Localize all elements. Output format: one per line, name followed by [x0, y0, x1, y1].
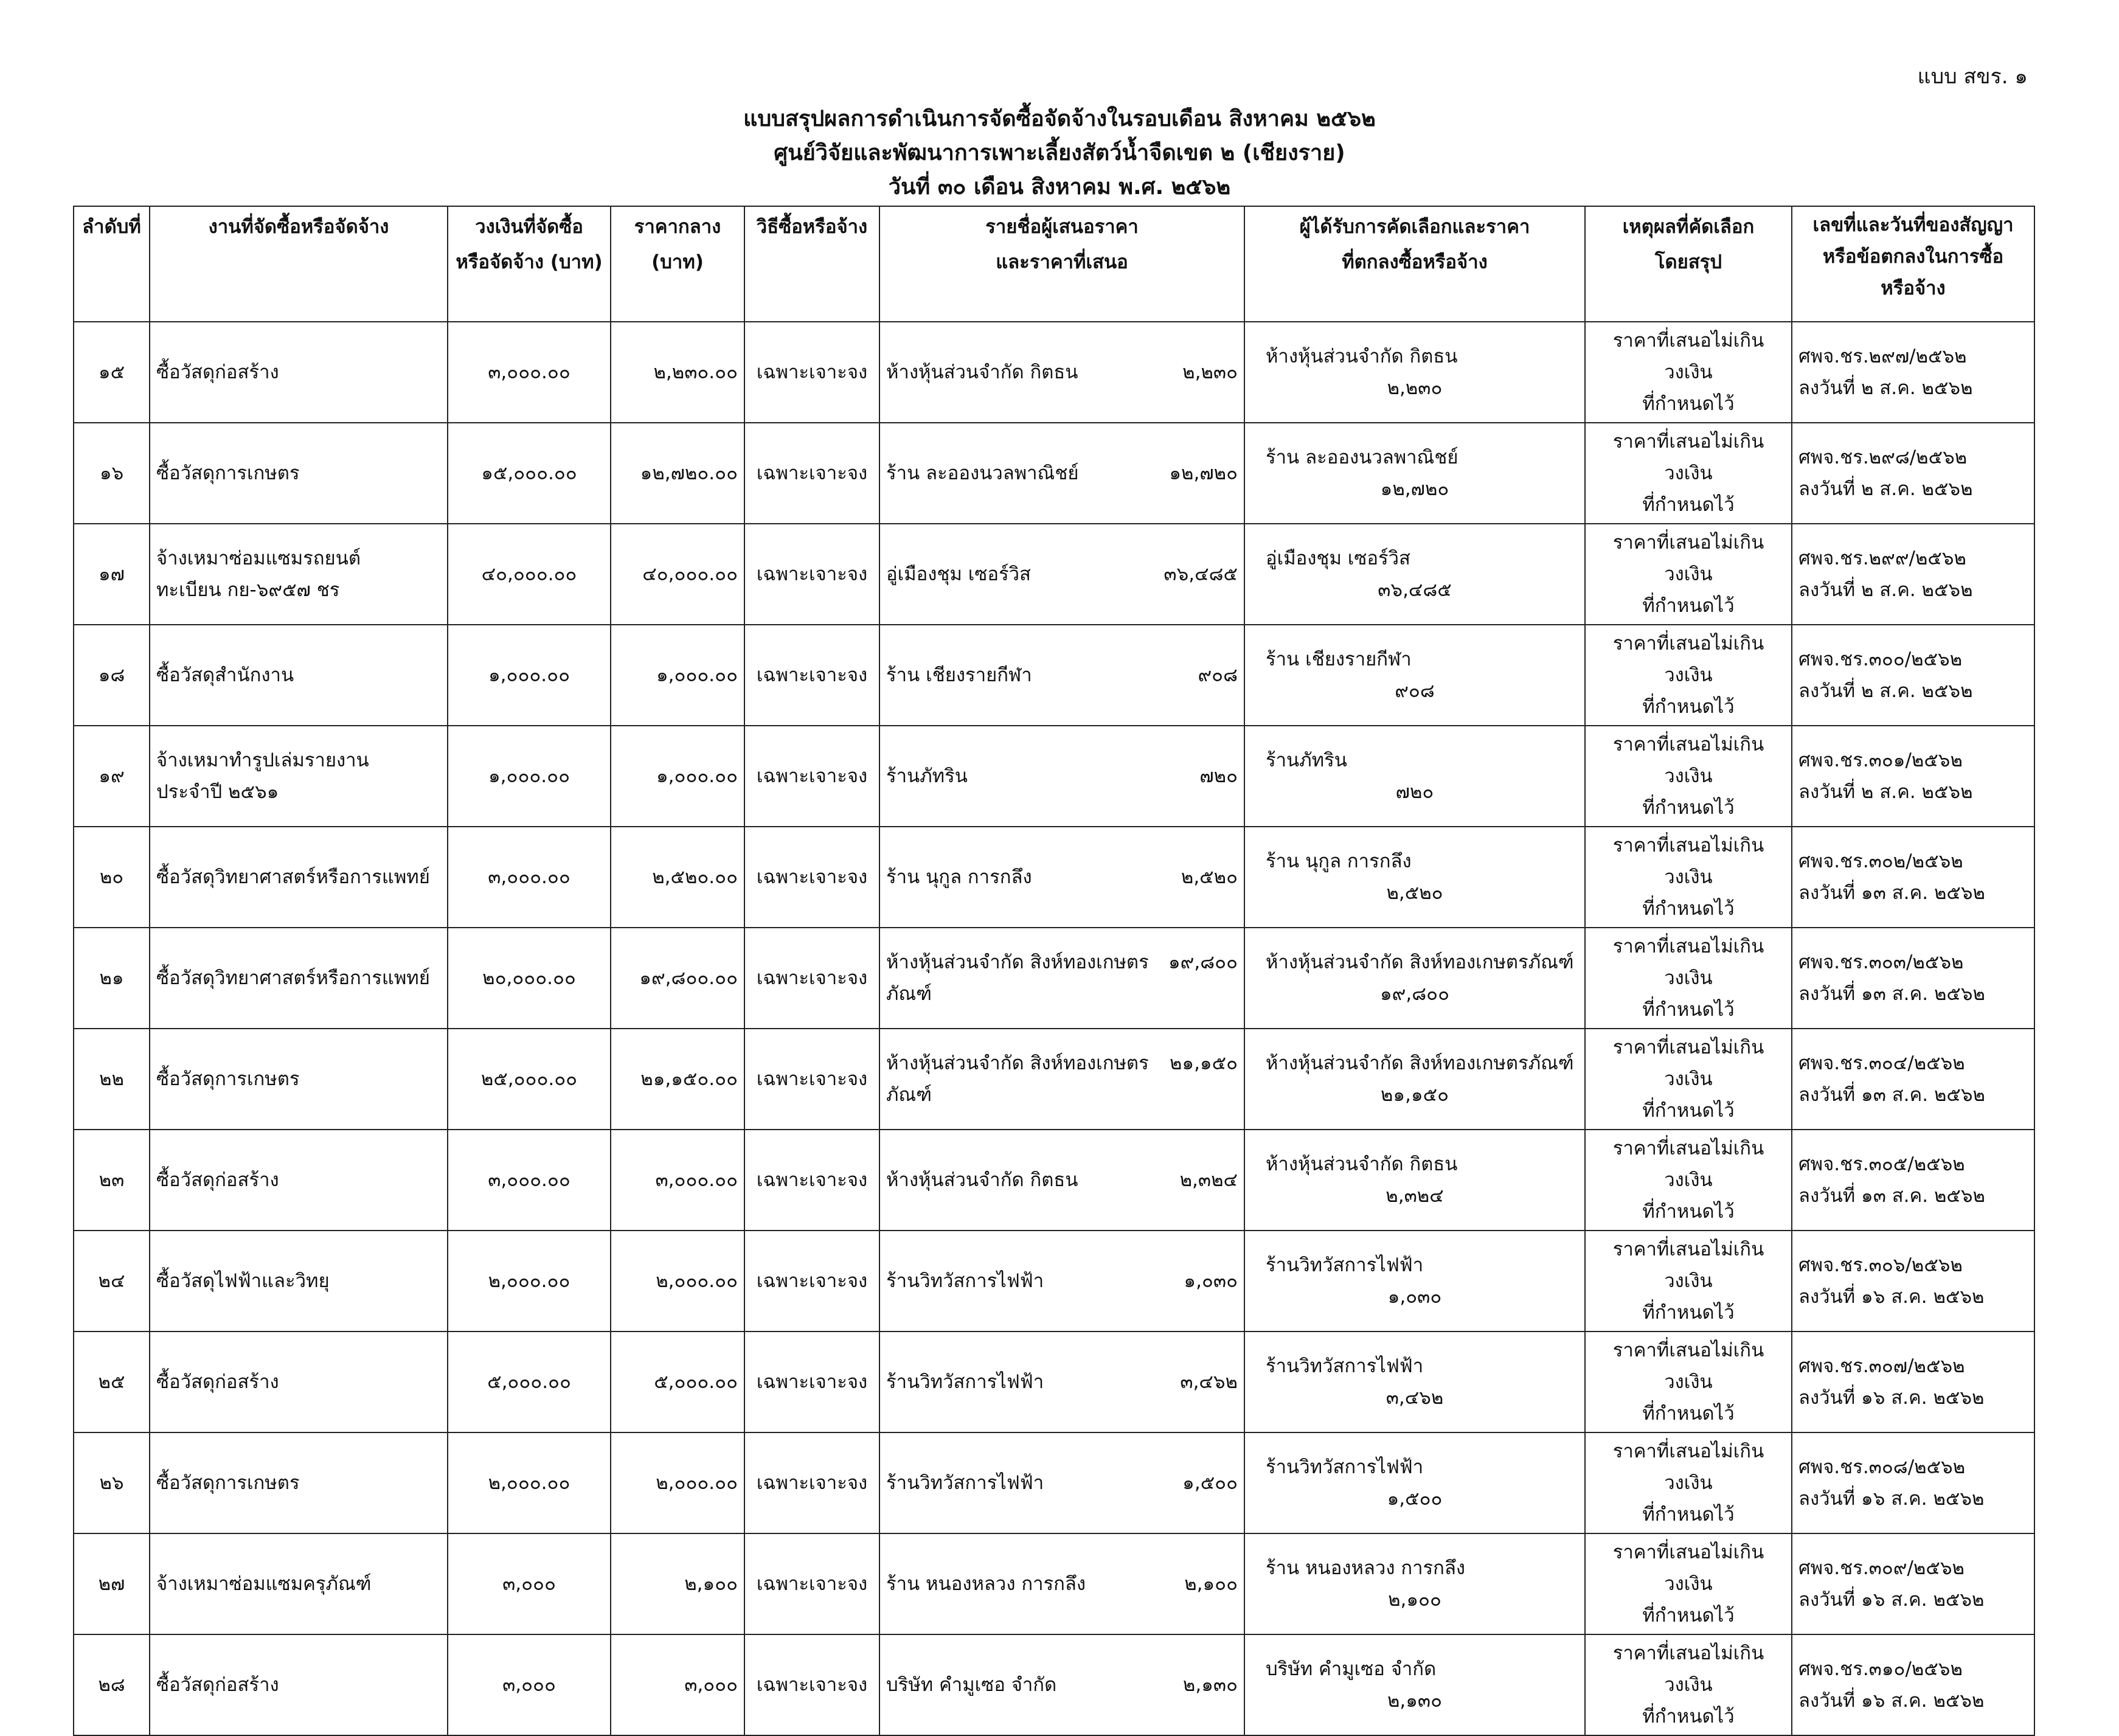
bidder-cell	[879, 726, 1244, 827]
item-description: ซื้อวัสดุการเกษตร	[156, 1068, 300, 1090]
budget-amount: ๔๐,๐๐๐.๐๐	[448, 524, 611, 625]
median-price: ๓,๐๐๐	[611, 1634, 744, 1735]
winner-price: ๙๐๘	[1395, 680, 1435, 702]
reason-line2: ที่กำหนดไว้	[1642, 999, 1735, 1021]
reason-line2: ที่กำหนดไว้	[1642, 393, 1735, 415]
bidder-name: ห้างหุ้นส่วนจำกัด สิงห์ทองเกษตรภัณฑ์	[886, 1052, 1149, 1106]
procurement-method: เฉพาะเจาะจง	[744, 1432, 879, 1533]
contract-date: ลงวันที่ ๒ ส.ค. ๒๕๖๒	[1798, 377, 1973, 399]
contract-date: ลงวันที่ ๑๖ ส.ค. ๒๕๖๒	[1798, 1286, 1985, 1308]
median-price: ๕,๐๐๐.๐๐	[611, 1332, 744, 1432]
contract-date: ลงวันที่ ๒ ส.ค. ๒๕๖๒	[1798, 680, 1973, 702]
table-row	[74, 1533, 2034, 1634]
reason-cell	[1585, 1533, 1792, 1634]
winner-name: ห้างหุ้นส่วนจำกัด สิงห์ทองเกษตรภัณฑ์	[1266, 951, 1574, 973]
reason-line2: ที่กำหนดไว้	[1642, 1201, 1735, 1223]
table-row	[74, 1332, 2034, 1432]
reason-cell	[1585, 625, 1792, 726]
table-row	[74, 1634, 2034, 1735]
row-number: ๑๙	[74, 726, 150, 827]
row-number: ๒๕	[74, 1332, 150, 1432]
winner-name: ร้านวิทวัสการไฟฟ้า	[1266, 1456, 1424, 1478]
reason-line1: ราคาที่เสนอไม่เกินวงเงิน	[1612, 532, 1764, 585]
winner-name: ร้าน เชียงรายกีฬา	[1266, 648, 1412, 670]
item-cell	[150, 1533, 448, 1634]
item-cell	[150, 1130, 448, 1231]
item-description: ซื้อวัสดุการเกษตร	[156, 1472, 300, 1494]
budget-amount: ๓,๐๐๐.๐๐	[448, 827, 611, 928]
bidder-cell	[879, 1332, 1244, 1432]
item-description: ซื้อวัสดุก่อสร้าง	[156, 1169, 279, 1191]
reason-line2: ที่กำหนดไว้	[1642, 1403, 1735, 1425]
budget-amount: ๕,๐๐๐.๐๐	[448, 1332, 611, 1432]
reason-line2: ที่กำหนดไว้	[1642, 696, 1735, 718]
row-number: ๑๗	[74, 524, 150, 625]
reason-line1: ราคาที่เสนอไม่เกินวงเงิน	[1612, 1541, 1764, 1595]
table-row	[74, 524, 2034, 625]
header-no: ลำดับที่	[74, 206, 150, 322]
item-cell	[150, 726, 448, 827]
bid-amount: ๗๒๐	[1199, 765, 1238, 787]
budget-amount: ๑,๐๐๐.๐๐	[448, 625, 611, 726]
winner-price: ๒,๒๓๐	[1387, 377, 1443, 399]
table-row	[74, 1029, 2034, 1130]
procurement-method: เฉพาะเจาะจง	[744, 1634, 879, 1735]
bidder-cell	[879, 1634, 1244, 1735]
row-number: ๒๑	[74, 928, 150, 1029]
header-bidders: รายชื่อผู้เสนอราคา และราคาที่เสนอ	[879, 206, 1244, 322]
bidder-name: ร้านวิทวัสการไฟฟ้า	[886, 1371, 1044, 1393]
contract-date: ลงวันที่ ๑๓ ส.ค. ๒๕๖๒	[1798, 882, 1985, 904]
winner-price: ๑๒,๗๒๐	[1380, 478, 1449, 500]
reason-line2: ที่กำหนดไว้	[1642, 595, 1735, 617]
contract-cell	[1792, 1533, 2034, 1634]
table-body	[74, 322, 2034, 1735]
reason-cell	[1585, 1432, 1792, 1533]
winner-price: ๒,๑๓๐	[1387, 1690, 1443, 1712]
median-price: ๔๐,๐๐๐.๐๐	[611, 524, 744, 625]
reason-cell	[1585, 524, 1792, 625]
median-price: ๒,๒๓๐.๐๐	[611, 322, 744, 423]
row-number: ๒๓	[74, 1130, 150, 1231]
row-number: ๒๗	[74, 1533, 150, 1634]
winner-name: ห้างหุ้นส่วนจำกัด กิตธน	[1266, 345, 1458, 367]
table-header-row	[74, 206, 2034, 322]
contract-date: ลงวันที่ ๑๖ ส.ค. ๒๕๖๒	[1798, 1387, 1985, 1409]
row-number: ๒๔	[74, 1231, 150, 1332]
reason-cell	[1585, 1634, 1792, 1735]
bidder-cell	[879, 928, 1244, 1029]
winner-cell	[1244, 1130, 1585, 1231]
reason-line2: ที่กำหนดไว้	[1642, 797, 1735, 819]
bid-amount: ๙๐๘	[1198, 664, 1238, 686]
row-number: ๒๒	[74, 1029, 150, 1130]
row-number: ๑๕	[74, 322, 150, 423]
winner-price: ๑๙,๘๐๐	[1380, 983, 1449, 1005]
item-description-line2: ทะเบียน กย-๖๙๕๗ ชร	[156, 579, 340, 601]
table-row	[74, 726, 2034, 827]
header-contract: เลขที่และวันที่ของสัญญา หรือข้อตกลงในการซื้อ หรือจ้าง	[1792, 206, 2034, 322]
reason-line2: ที่กำหนดไว้	[1642, 1100, 1735, 1122]
reason-cell	[1585, 928, 1792, 1029]
contract-date: ลงวันที่ ๑๓ ส.ค. ๒๕๖๒	[1798, 1185, 1985, 1207]
reason-line1: ราคาที่เสนอไม่เกินวงเงิน	[1612, 1339, 1764, 1393]
contract-date: ลงวันที่ ๑๖ ส.ค. ๒๕๖๒	[1798, 1589, 1985, 1611]
reason-cell	[1585, 423, 1792, 524]
winner-cell	[1244, 625, 1585, 726]
winner-price: ๓๖,๔๘๕	[1378, 579, 1452, 601]
bidder-cell	[879, 524, 1244, 625]
bidder-cell	[879, 1231, 1244, 1332]
contract-number: ศพจ.ชร.๓๐๙/๒๕๖๒	[1798, 1557, 1965, 1579]
header-item: งานที่จัดซื้อหรือจัดจ้าง	[150, 206, 448, 322]
winner-price: ๒,๕๒๐	[1386, 882, 1443, 904]
bidder-name: ร้าน เชียงรายกีฬา	[886, 664, 1032, 686]
contract-cell	[1792, 524, 2034, 625]
bid-amount: ๒,๑๓๐	[1182, 1674, 1238, 1696]
procurement-method: เฉพาะเจาะจง	[744, 726, 879, 827]
header-median-price: ราคากลาง (บาท)	[611, 206, 744, 322]
budget-amount: ๓,๐๐๐	[448, 1533, 611, 1634]
header-budget: วงเงินที่จัดซื้อ หรือจัดจ้าง (บาท)	[448, 206, 611, 322]
winner-price: ๗๒๐	[1395, 781, 1434, 803]
budget-amount: ๑,๐๐๐.๐๐	[448, 726, 611, 827]
contract-date: ลงวันที่ ๑๓ ส.ค. ๒๕๖๒	[1798, 1084, 1985, 1106]
reason-line2: ที่กำหนดไว้	[1642, 494, 1735, 516]
item-cell	[150, 1432, 448, 1533]
contract-cell	[1792, 1634, 2034, 1735]
winner-name: ห้างหุ้นส่วนจำกัด สิงห์ทองเกษตรภัณฑ์	[1266, 1052, 1574, 1074]
winner-name: ร้าน ละอองนวลพาณิชย์	[1266, 446, 1458, 468]
contract-number: ศพจ.ชร.๓๐๓/๒๕๖๒	[1798, 951, 1964, 973]
table-row	[74, 625, 2034, 726]
document-title-block	[0, 102, 2119, 204]
header-reason: เหตุผลที่คัดเลือก โดยสรุป	[1585, 206, 1792, 322]
procurement-method: เฉพาะเจาะจง	[744, 827, 879, 928]
reason-cell	[1585, 1332, 1792, 1432]
item-cell	[150, 423, 448, 524]
procurement-method: เฉพาะเจาะจง	[744, 1332, 879, 1432]
table-row	[74, 928, 2034, 1029]
reason-line1: ราคาที่เสนอไม่เกินวงเงิน	[1612, 835, 1764, 888]
median-price: ๒,๐๐๐.๐๐	[611, 1231, 744, 1332]
bid-amount: ๑,๕๐๐	[1182, 1472, 1238, 1494]
bidder-cell	[879, 1432, 1244, 1533]
winner-name: ร้าน นุกูล การกลึง	[1266, 850, 1412, 872]
item-cell	[150, 1332, 448, 1432]
agency-name: ศูนย์วิจัยและพัฒนาการเพาะเลี้ยงสัตว์น้ำจืดเขต ๒ (เชียงราย)	[774, 141, 1345, 165]
winner-name: บริษัท คำมูเซอ จำกัด	[1266, 1658, 1437, 1680]
bidder-cell	[879, 1533, 1244, 1634]
procurement-method: เฉพาะเจาะจง	[744, 1130, 879, 1231]
reason-cell	[1585, 322, 1792, 423]
item-description: ซื้อวัสดุวิทยาศาสตร์หรือการแพทย์	[156, 866, 430, 888]
contract-cell	[1792, 625, 2034, 726]
winner-price: ๒๑,๑๕๐	[1380, 1084, 1449, 1106]
bidder-cell	[879, 827, 1244, 928]
contract-date: ลงวันที่ ๑๖ ส.ค. ๒๕๖๒	[1798, 1488, 1985, 1510]
winner-price: ๒,๑๐๐	[1388, 1589, 1441, 1611]
reason-line2: ที่กำหนดไว้	[1642, 898, 1735, 920]
form-code: แบบ สขร. ๑	[1917, 64, 2028, 89]
procurement-method: เฉพาะเจาะจง	[744, 423, 879, 524]
contract-cell	[1792, 423, 2034, 524]
bidder-name: ร้านวิทวัสการไฟฟ้า	[886, 1270, 1044, 1292]
item-description: จ้างเหมาซ่อมแซมรถยนต์	[156, 547, 361, 569]
item-cell	[150, 1231, 448, 1332]
bidder-cell	[879, 625, 1244, 726]
median-price: ๓,๐๐๐.๐๐	[611, 1130, 744, 1231]
contract-cell	[1792, 1231, 2034, 1332]
bid-amount: ๒,๕๒๐	[1181, 866, 1238, 888]
bidder-name: ห้างหุ้นส่วนจำกัด สิงห์ทองเกษตรภัณฑ์	[886, 951, 1149, 1005]
reason-line1: ราคาที่เสนอไม่เกินวงเงิน	[1612, 1440, 1764, 1494]
contract-cell	[1792, 1029, 2034, 1130]
budget-amount: ๒๐,๐๐๐.๐๐	[448, 928, 611, 1029]
procurement-method: เฉพาะเจาะจง	[744, 625, 879, 726]
header-method: วิธีซื้อหรือจ้าง	[744, 206, 879, 322]
winner-cell	[1244, 1231, 1585, 1332]
procurement-method: เฉพาะเจาะจง	[744, 1231, 879, 1332]
bidder-name: ร้าน ละอองนวลพาณิชย์	[886, 462, 1079, 484]
bid-amount: ๒,๒๓๐	[1182, 361, 1238, 383]
winner-name: ร้านภัทริน	[1266, 749, 1347, 771]
bid-amount: ๑๙,๘๐๐	[1168, 951, 1238, 973]
bid-amount: ๓๖,๔๘๕	[1164, 563, 1238, 585]
reason-cell	[1585, 1130, 1792, 1231]
contract-number: ศพจ.ชร.๓๐๐/๒๕๖๒	[1798, 648, 1963, 670]
item-cell	[150, 1634, 448, 1735]
median-price: ๑,๐๐๐.๐๐	[611, 726, 744, 827]
reason-line2: ที่กำหนดไว้	[1642, 1706, 1735, 1727]
table-row	[74, 1130, 2034, 1231]
winner-cell	[1244, 1533, 1585, 1634]
winner-cell	[1244, 423, 1585, 524]
table-row	[74, 1231, 2034, 1332]
winner-name: ห้างหุ้นส่วนจำกัด กิตธน	[1266, 1153, 1458, 1175]
reason-line1: ราคาที่เสนอไม่เกินวงเงิน	[1612, 936, 1764, 989]
winner-name: ร้าน หนองหลวง การกลึง	[1266, 1557, 1466, 1579]
item-description: จ้างเหมาทำรูปเล่มรายงาน	[156, 749, 369, 771]
item-cell	[150, 322, 448, 423]
contract-number: ศพจ.ชร.๒๙๙/๒๕๖๒	[1798, 547, 1966, 569]
contract-date: ลงวันที่ ๑๖ ส.ค. ๒๕๖๒	[1798, 1690, 1985, 1712]
procurement-method: เฉพาะเจาะจง	[744, 1029, 879, 1130]
row-number: ๑๖	[74, 423, 150, 524]
winner-cell	[1244, 928, 1585, 1029]
item-description: ซื้อวัสดุก่อสร้าง	[156, 1371, 279, 1393]
bid-amount: ๒๑,๑๕๐	[1169, 1052, 1238, 1074]
contract-cell	[1792, 1432, 2034, 1533]
winner-price: ๓,๔๖๒	[1386, 1387, 1444, 1409]
reason-cell	[1585, 1029, 1792, 1130]
reason-cell	[1585, 1231, 1792, 1332]
budget-amount: ๒๕,๐๐๐.๐๐	[448, 1029, 611, 1130]
row-number: ๒๖	[74, 1432, 150, 1533]
document-title: แบบสรุปผลการดำเนินการจัดซื้อจัดจ้างในรอบเดือน สิงหาคม ๒๕๖๒	[743, 106, 1376, 131]
item-description: ซื้อวัสดุก่อสร้าง	[156, 1674, 279, 1696]
bidder-cell	[879, 322, 1244, 423]
row-number: ๒๐	[74, 827, 150, 928]
item-cell	[150, 524, 448, 625]
winner-cell	[1244, 524, 1585, 625]
contract-cell	[1792, 1332, 2034, 1432]
median-price: ๒,๑๐๐	[611, 1533, 744, 1634]
bidder-name: ร้านวิทวัสการไฟฟ้า	[886, 1472, 1044, 1494]
contract-cell	[1792, 928, 2034, 1029]
budget-amount: ๒,๐๐๐.๐๐	[448, 1432, 611, 1533]
winner-price: ๒,๓๒๔	[1386, 1185, 1444, 1207]
item-cell	[150, 928, 448, 1029]
contract-cell	[1792, 827, 2034, 928]
median-price: ๑๙,๘๐๐.๐๐	[611, 928, 744, 1029]
winner-name: ร้านวิทวัสการไฟฟ้า	[1266, 1254, 1424, 1276]
winner-cell	[1244, 1432, 1585, 1533]
table-row	[74, 322, 2034, 423]
median-price: ๒๑,๑๕๐.๐๐	[611, 1029, 744, 1130]
median-price: ๒,๐๐๐.๐๐	[611, 1432, 744, 1533]
winner-name: อู่เมืองชุม เซอร์วิส	[1266, 547, 1410, 569]
item-cell	[150, 827, 448, 928]
budget-amount: ๒,๐๐๐.๐๐	[448, 1231, 611, 1332]
contract-date: ลงวันที่ ๒ ส.ค. ๒๕๖๒	[1798, 579, 1973, 601]
winner-cell	[1244, 1332, 1585, 1432]
row-number: ๑๘	[74, 625, 150, 726]
bidder-name: ร้าน หนองหลวง การกลึง	[886, 1573, 1086, 1595]
bid-amount: ๒,๑๐๐	[1184, 1573, 1238, 1595]
item-description: ซื้อวัสดุก่อสร้าง	[156, 361, 279, 383]
contract-number: ศพจ.ชร.๓๐๕/๒๕๖๒	[1798, 1153, 1965, 1175]
contract-date: ลงวันที่ ๑๓ ส.ค. ๒๕๖๒	[1798, 983, 1985, 1005]
median-price: ๑๒,๗๒๐.๐๐	[611, 423, 744, 524]
item-description: ซื้อวัสดุการเกษตร	[156, 462, 300, 484]
item-cell	[150, 625, 448, 726]
bid-amount: ๑๒,๗๒๐	[1169, 462, 1238, 484]
bid-amount: ๓,๔๖๒	[1180, 1371, 1238, 1393]
item-description: จ้างเหมาซ่อมแซมครุภัณฑ์	[156, 1573, 372, 1595]
contract-number: ศพจ.ชร.๓๐๗/๒๕๖๒	[1798, 1355, 1965, 1377]
reason-line1: ราคาที่เสนอไม่เกินวงเงิน	[1612, 1137, 1764, 1191]
budget-amount: ๓,๐๐๐	[448, 1634, 611, 1735]
budget-amount: ๓,๐๐๐.๐๐	[448, 1130, 611, 1231]
winner-cell	[1244, 1029, 1585, 1130]
median-price: ๑,๐๐๐.๐๐	[611, 625, 744, 726]
budget-amount: ๓,๐๐๐.๐๐	[448, 322, 611, 423]
table-row	[74, 1432, 2034, 1533]
procurement-method: เฉพาะเจาะจง	[744, 524, 879, 625]
item-description: ซื้อวัสดุไฟฟ้าและวิทยุ	[156, 1270, 330, 1292]
winner-name: ร้านวิทวัสการไฟฟ้า	[1266, 1355, 1424, 1377]
item-cell	[150, 1029, 448, 1130]
contract-cell	[1792, 322, 2034, 423]
procurement-method: เฉพาะเจาะจง	[744, 322, 879, 423]
reason-line1: ราคาที่เสนอไม่เกินวงเงิน	[1612, 431, 1764, 484]
bidder-name: ร้าน นุกูล การกลึง	[886, 866, 1032, 888]
reason-line1: ราคาที่เสนอไม่เกินวงเงิน	[1612, 1642, 1764, 1696]
procurement-method: เฉพาะเจาะจง	[744, 1533, 879, 1634]
row-number: ๒๘	[74, 1634, 150, 1735]
median-price: ๒,๕๒๐.๐๐	[611, 827, 744, 928]
item-description-line2: ประจำปี ๒๕๖๑	[156, 781, 279, 803]
reason-cell	[1585, 827, 1792, 928]
contract-number: ศพจ.ชร.๓๐๔/๒๕๖๒	[1798, 1052, 1965, 1074]
bid-amount: ๑,๐๓๐	[1184, 1270, 1238, 1292]
item-description: ซื้อวัสดุสำนักงาน	[156, 664, 294, 686]
winner-cell	[1244, 726, 1585, 827]
bidder-name: ห้างหุ้นส่วนจำกัด กิตธน	[886, 1169, 1078, 1191]
contract-date: ลงวันที่ ๒ ส.ค. ๒๕๖๒	[1798, 781, 1973, 803]
contract-number: ศพจ.ชร.๓๐๘/๒๕๖๒	[1798, 1456, 1966, 1478]
contract-number: ศพจ.ชร.๒๙๘/๒๕๖๒	[1798, 446, 1968, 468]
reason-line1: ราคาที่เสนอไม่เกินวงเงิน	[1612, 633, 1764, 686]
reason-cell	[1585, 726, 1792, 827]
winner-price: ๑,๐๓๐	[1387, 1286, 1442, 1308]
bidder-cell	[879, 1029, 1244, 1130]
bidder-name: ห้างหุ้นส่วนจำกัด กิตธน	[886, 361, 1078, 383]
document-date: วันที่ ๓๐ เดือน สิงหาคม พ.ศ. ๒๕๖๒	[888, 175, 1231, 200]
contract-date: ลงวันที่ ๒ ส.ค. ๒๕๖๒	[1798, 478, 1973, 500]
reason-line2: ที่กำหนดไว้	[1642, 1504, 1735, 1526]
contract-number: ศพจ.ชร.๓๐๖/๒๕๖๒	[1798, 1254, 1963, 1276]
contract-cell	[1792, 726, 2034, 827]
reason-line2: ที่กำหนดไว้	[1642, 1302, 1735, 1324]
item-description: ซื้อวัสดุวิทยาศาสตร์หรือการแพทย์	[156, 967, 430, 989]
contract-number: ศพจ.ชร.๓๐๑/๒๕๖๒	[1798, 749, 1963, 771]
reason-line1: ราคาที่เสนอไม่เกินวงเงิน	[1612, 330, 1764, 383]
header-winner: ผู้ได้รับการคัดเลือกและราคา ที่ตกลงซื้อหรือจ้าง	[1244, 206, 1585, 322]
winner-cell	[1244, 827, 1585, 928]
reason-line2: ที่กำหนดไว้	[1642, 1605, 1735, 1627]
contract-cell	[1792, 1130, 2034, 1231]
bidder-name: ร้านภัทริน	[886, 765, 968, 787]
budget-amount: ๑๕,๐๐๐.๐๐	[448, 423, 611, 524]
contract-number: ศพจ.ชร.๓๑๐/๒๕๖๒	[1798, 1658, 1963, 1680]
bidder-cell	[879, 423, 1244, 524]
table-row	[74, 827, 2034, 928]
reason-line1: ราคาที่เสนอไม่เกินวงเงิน	[1612, 1238, 1764, 1292]
bidder-name: อู่เมืองชุม เซอร์วิส	[886, 563, 1031, 585]
bid-amount: ๒,๓๒๔	[1179, 1169, 1238, 1191]
winner-cell	[1244, 322, 1585, 423]
table-row	[74, 423, 2034, 524]
winner-cell	[1244, 1634, 1585, 1735]
contract-number: ศพจ.ชร.๒๙๗/๒๕๖๒	[1798, 345, 1967, 367]
winner-price: ๑,๕๐๐	[1387, 1488, 1443, 1510]
procurement-summary-table	[73, 206, 2035, 1736]
contract-number: ศพจ.ชร.๓๐๒/๒๕๖๒	[1798, 850, 1963, 872]
reason-line1: ราคาที่เสนอไม่เกินวงเงิน	[1612, 1036, 1764, 1090]
reason-line1: ราคาที่เสนอไม่เกินวงเงิน	[1612, 734, 1764, 787]
bidder-cell	[879, 1130, 1244, 1231]
procurement-method: เฉพาะเจาะจง	[744, 928, 879, 1029]
bidder-name: บริษัท คำมูเซอ จำกัด	[886, 1674, 1057, 1696]
